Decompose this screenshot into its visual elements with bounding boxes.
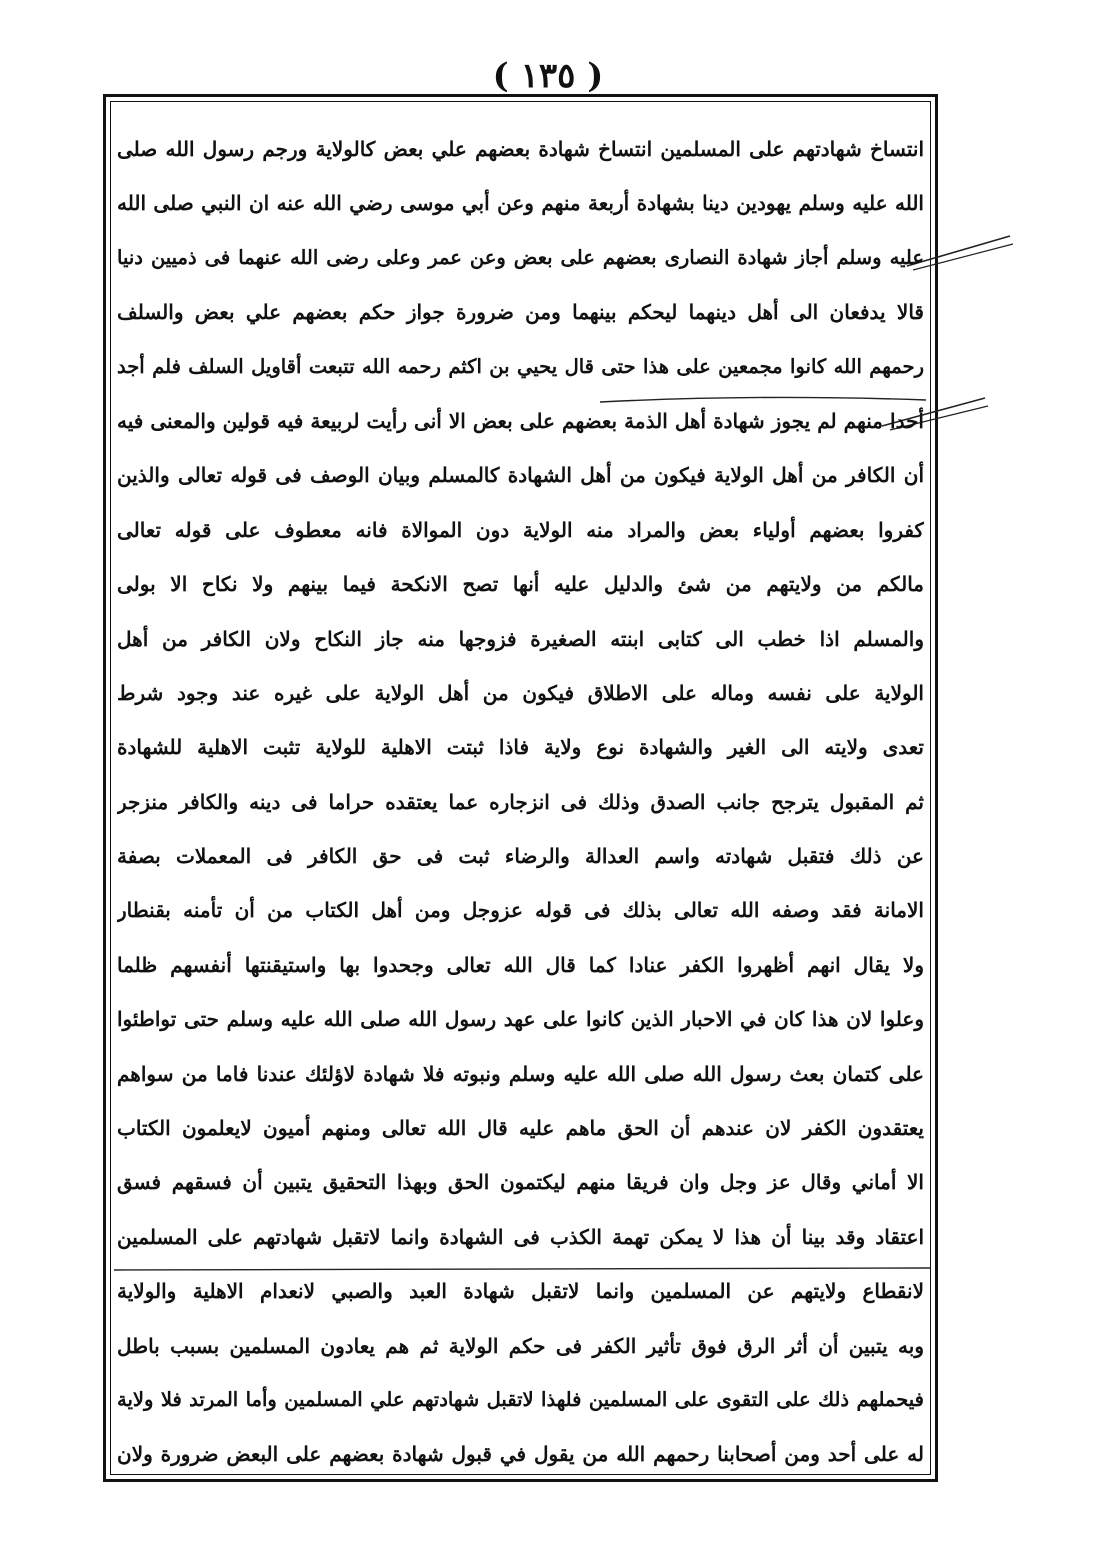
text-line-14: عن ذلك فتقبل شهادته واسم العدالة والرضاء ثبت فى حق الكافر فى المعملات بصفة: [117, 844, 924, 869]
text-line-1: انتساخ شهادتهم على المسلمين انتساخ شهادة بعضهم علي بعض كالولاية ورجم رسول الله صلى: [117, 137, 924, 161]
text-line-5: رحمهم الله كانوا مجمعين على هذا حتى قال يحيي بن اكثم رحمه الله تتبعت أقاويل السلف فلم أجد: [117, 354, 924, 378]
text-line-11: الولاية على نفسه وماله على الاطلاق فيكون من أهل الولاية على غيره عند وجود شرط: [117, 680, 924, 705]
text-line-2: الله عليه وسلم يهودين دينا بشهادة أربعة منهم وعن أبي موسى رضي الله عنه ان النبي صلى الله: [117, 191, 924, 216]
text-line-7: أن الكافر من أهل الولاية فيكون من أهل الشهادة كالمسلم وبيان الوصف فى قوله تعالى والذين: [117, 463, 924, 488]
text-line-25: له على أحد ومن أصحابنا رحمهم الله من يقول في قبول شهادة بعضهم على البعض ضرورة ولان: [117, 1442, 924, 1467]
text-line-13: ثم المقبول يترجح جانب الصدق وذلك فى انزجاره عما يعتقده حراما فى دينه والكافر منزجر: [117, 789, 924, 814]
text-line-20: الا أماني وقال عز وجل وان فريقا منهم ليكتمون الحق وبهذا التحقيق يتبين أن فسقهم فسق: [117, 1170, 924, 1195]
text-line-8: كفروا بعضهم أولياء بعض والمراد منه الولاية دون الموالاة فانه معطوف على قوله تعالى: [117, 517, 924, 542]
text-line-4: قالا يدفعان الى أهل دينهما ليحكم بينهما ومن ضرورة جواز حكم بعضهم علي بعض والسلف: [117, 300, 924, 325]
text-line-21: اعتقاد وقد بينا أن هذا لا يمكن تهمة الكذب فى الشهادة وانما لاتقبل شهادتهم على المسلمين: [117, 1224, 924, 1249]
text-line-3: عليه وسلم أجاز شهادة النصارى بعضهم على بعض وعن عمر وعلى رضى الله عنهما فى ذميين دنيا: [117, 245, 924, 269]
text-line-16: ولا يقال انهم أظهروا الكفر عنادا كما قال الله تعالى وجحدوا بها واستيقنتها أنفسهم ظلما: [117, 952, 924, 977]
text-line-12: تعدى ولايته الى الغير والشهادة نوع ولاية فاذا ثبتت الاهلية للولاية تثبت الاهلية للشهادة: [117, 735, 924, 760]
text-line-24: فيحملهم ذلك على التقوى على المسلمين فلهذا لاتقبل شهادتهم علي المسلمين وأما المرتد فلا ولاية: [117, 1387, 924, 1411]
text-line-10: والمسلم اذا خطب الى كتابى ابنته الصغيرة فزوجها منه جاز النكاح ولان الكافر من أهل: [117, 626, 924, 651]
text-line-9: مالكم من ولايتهم من شئ والدليل عليه أنها تصح الانكحة فيما بينهم ولا نكاح الا بولى: [117, 572, 924, 597]
text-line-23: وبه يتبين أن أثر الرق فوق تأثير الكفر فى حكم الولاية ثم هم يعادون المسلمين بسبب باطل: [117, 1333, 924, 1358]
text-line-15: الامانة فقد وصفه الله تعالى بذلك فى قوله عزوجل ومن أهل الكتاب من أن تأمنه بقنطار: [117, 898, 924, 923]
text-line-19: يعتقدون الكفر لان عندهم أن الحق ماهم عليه قال الله تعالى ومنهم أميون لايعلمون الكتاب: [117, 1116, 924, 1141]
text-line-18: على كتمان بعث رسول الله صلى الله عليه وسلم ونبوته فلا شهادة لاؤلئك عندنا فاما من سواهم: [117, 1061, 924, 1086]
text-line-17: وعلوا لان هذا كان في الاحبار الذين كانوا على عهد رسول الله صلى الله عليه وسلم حتى تواطئوا: [117, 1007, 924, 1032]
text-line-22: لانقطاع ولايتهم عن المسلمين وانما لاتقبل شهادة العبد والصبي لانعدام الاهلية والولاية: [117, 1279, 924, 1304]
document-text-body: [117, 122, 924, 1482]
text-line-6: أحدا منهم لم يجوز شهادة أهل الذمة بعضهم على بعض الا أنى رأيت لربيعة فيه قولين والمعنى فيه: [117, 408, 924, 433]
page-number: ( ١٣٥ ): [492, 56, 604, 96]
